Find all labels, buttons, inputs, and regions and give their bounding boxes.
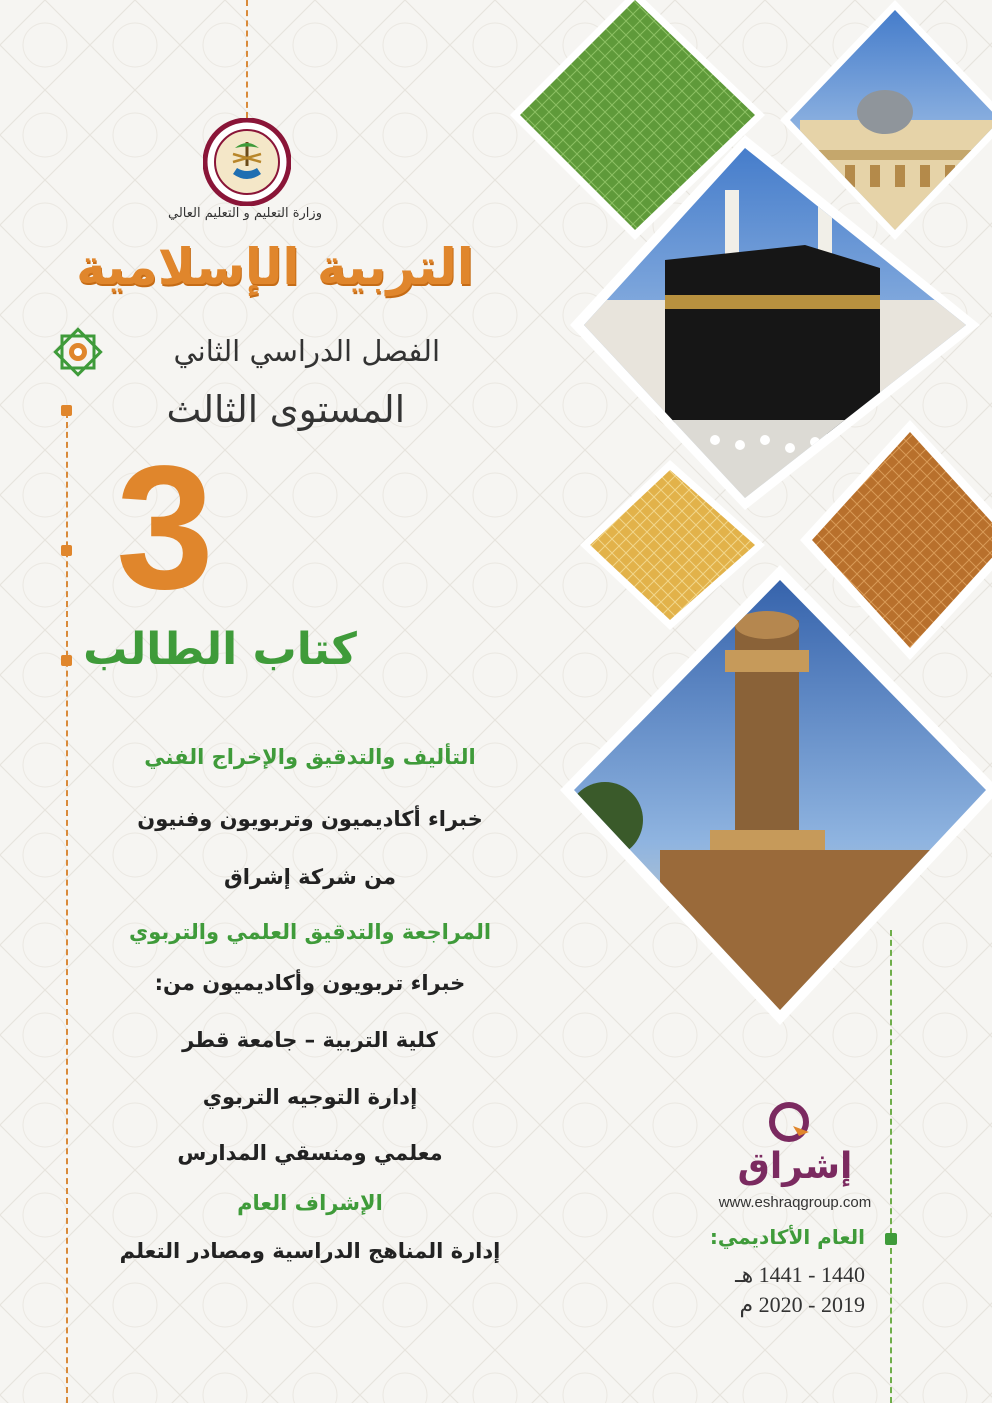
- hijri-year: 1440 - 1441 هـ: [735, 1262, 865, 1287]
- level-label: المستوى الثالث: [166, 388, 405, 431]
- number-bullet: [61, 545, 72, 556]
- photo-collage: [500, 0, 992, 1030]
- credit-heading: التأليف والتدقيق والإخراج الفني: [144, 745, 476, 769]
- gregorian-year: 2019 - 2020 م: [739, 1292, 865, 1317]
- year-bullet: [885, 1233, 897, 1245]
- academic-year-label: العام الأكاديمي:: [709, 1225, 865, 1249]
- credit-heading: الإشراف العام: [237, 1191, 383, 1215]
- subject-title: التربية الإسلامية: [76, 238, 474, 296]
- level-bullet: [61, 405, 72, 416]
- top-dashed-line: [246, 0, 248, 118]
- book-bullet: [61, 655, 72, 666]
- left-dashed-line: [66, 412, 68, 1403]
- credit-line: إدارة المناهج الدراسية ومصادر التعلم: [119, 1239, 501, 1263]
- state-emblem-icon: [203, 118, 291, 206]
- semester-label: الفصل الدراسي الثاني: [173, 334, 440, 368]
- credit-line: معلمي ومنسقي المدارس: [177, 1141, 443, 1165]
- credit-line: من شركة إشراق: [223, 865, 397, 889]
- credit-line: خبراء تربويون وأكاديميون من:: [154, 971, 466, 995]
- credit-line: خبراء أكاديميون وتربويون وفنيون: [137, 807, 483, 831]
- level-number: 3: [116, 430, 214, 626]
- credit-line: إدارة التوجيه التربوي: [202, 1085, 418, 1109]
- ministry-name: وزارة التعليم و التعليم العالي: [168, 206, 322, 221]
- credit-heading: المراجعة والتدقيق العلمي والتربوي: [128, 920, 492, 944]
- publisher-ring-icon: [765, 1100, 813, 1148]
- credit-line: كلية التربية – جامعة قطر: [182, 1028, 438, 1052]
- publisher-name: إشراق: [737, 1146, 853, 1187]
- book-type-label: كتاب الطالب: [83, 624, 357, 675]
- publisher-url[interactable]: www.eshraqgroup.com: [718, 1194, 872, 1211]
- rosette-ornament-icon: [48, 322, 108, 382]
